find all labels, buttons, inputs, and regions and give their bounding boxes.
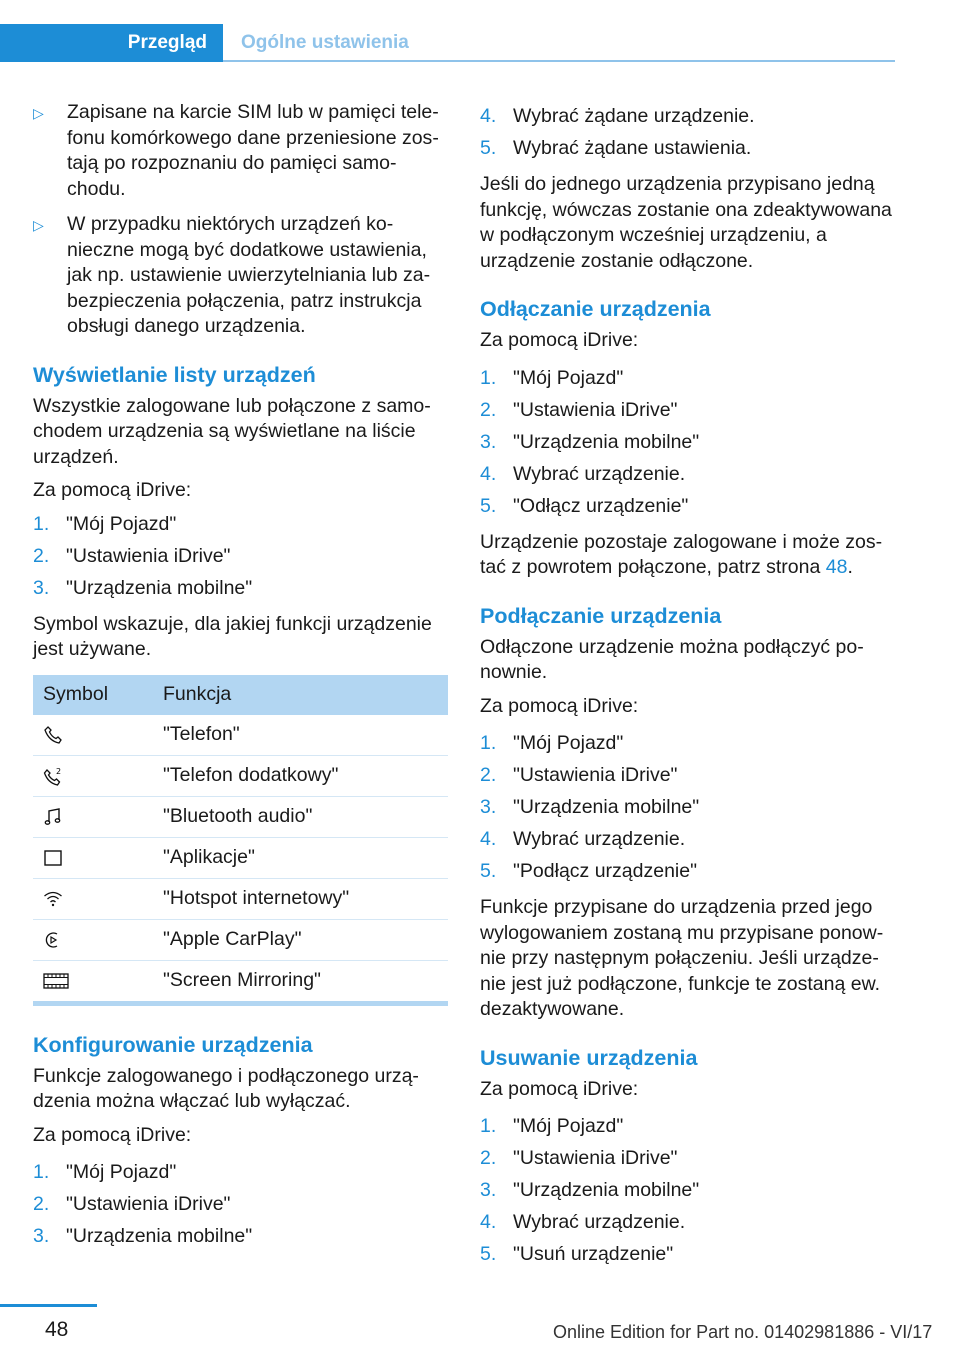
step-text: "Ustawienia iDrive"	[513, 764, 678, 786]
step-text: "Urządzenia mobilne"	[66, 576, 253, 599]
steps-list	[480, 731, 895, 891]
step-number: 4.	[480, 828, 497, 850]
section-heading-podlaczanie: Podłączanie urządzenia	[480, 603, 722, 628]
list-item	[480, 366, 895, 398]
step-text: "Ustawienia iDrive"	[513, 1147, 678, 1169]
step-number: 4.	[480, 1211, 497, 1233]
step-text: Wybrać urządzenie.	[513, 1211, 686, 1233]
right-column	[480, 104, 895, 1278]
paragraph: Za pomocą iDrive:	[33, 479, 192, 501]
paragraph: Odłączone urządzenie można podłączyć ponownie.	[480, 635, 864, 683]
table-header-row	[33, 675, 448, 715]
list-item	[480, 494, 895, 526]
section-heading-konfigurowanie: Konfigurowanie urządzenia	[33, 1032, 313, 1057]
carplay-icon	[43, 930, 63, 950]
list-item	[480, 827, 895, 859]
step-number: 4.	[480, 105, 497, 127]
svg-text:2: 2	[56, 766, 62, 776]
step-text: "Ustawienia iDrive"	[66, 544, 231, 567]
edition-note: Online Edition for Part no. 01402981886 - VI/17	[553, 1322, 933, 1342]
step-text: "Mój Pojazd"	[513, 366, 624, 389]
wifi-hotspot-icon	[43, 889, 63, 909]
step-number: 2.	[480, 398, 497, 421]
paragraph: Jeśli do jednego urządzenia przypisano jedną funkcję, wówczas zostanie ona zdeaktywowana w podłączonym wcześniej urządzeniu, a urządzenie zostanie odłączone.	[480, 173, 892, 272]
list-item	[480, 1210, 895, 1242]
header-divider	[223, 60, 895, 62]
step-text: "Mój Pojazd"	[513, 732, 624, 754]
paragraph: Za pomocą iDrive:	[33, 1123, 192, 1146]
bullet-item	[33, 100, 448, 202]
step-number: 2.	[33, 544, 50, 567]
step-number: 1.	[33, 512, 50, 535]
bullet-text: W przypadku niektórych urządzeń konieczne mogą być dodatkowe ustawienia, jak np. ustawienie uwierzytelniania lub zabezpieczenia połączenia, patrz instrukcja obsługi danego urządzenia.	[67, 213, 431, 337]
list-item	[33, 1160, 448, 1192]
step-text: "Urządzenia mobilne"	[513, 1179, 700, 1201]
section-heading-usuwanie: Usuwanie urządzenia	[480, 1045, 698, 1070]
step-text: "Mój Pojazd"	[513, 1115, 624, 1137]
step-text: "Mój Pojazd"	[66, 512, 177, 535]
step-text: Wybrać urządzenie.	[513, 828, 686, 850]
bullet-text: Zapisane na karcie SIM lub w pamięci telefonu komórkowego dane przeniesione zostają po rozpoznaniu do pamięci samochodu.	[67, 101, 439, 200]
step-number: 1.	[480, 1115, 497, 1137]
list-item	[33, 1224, 448, 1256]
list-item	[480, 104, 895, 136]
table-row	[33, 837, 448, 878]
step-number: 5.	[480, 494, 497, 517]
apps-square-icon	[43, 848, 63, 868]
table-cell: "Telefon"	[163, 715, 448, 756]
list-item	[33, 512, 448, 544]
table-row	[33, 715, 448, 756]
phone-2-icon	[43, 766, 63, 786]
table-row	[33, 919, 448, 960]
step-text: "Podłącz urządzenie"	[513, 860, 698, 882]
symbol-table	[33, 675, 448, 1006]
step-text: Wybrać urządzenie.	[513, 462, 686, 485]
list-item	[480, 462, 895, 494]
paragraph: Funkcje przypisane do urządzenia przed jego wylogowaniem zostaną mu przypisane ponownie przy następnym połączeniu. Jeśli urządzenie jest już podłączone, funkcje te zostaną ew. dezaktywowane.	[480, 896, 884, 1020]
step-number: 5.	[480, 1243, 497, 1265]
list-item	[33, 544, 448, 576]
step-text: "Urządzenia mobilne"	[513, 796, 700, 818]
bullet-item	[33, 212, 448, 340]
paragraph-text: Urządzenie pozostaje zalogowane i może zostać z powrotem połączone, patrz strona	[480, 530, 883, 578]
steps-list	[480, 366, 895, 526]
triangle-bullet-icon: ▷	[33, 217, 44, 233]
paragraph: Za pomocą iDrive:	[480, 694, 639, 717]
step-number: 3.	[480, 1179, 497, 1201]
step-text: "Ustawienia iDrive"	[66, 1193, 231, 1215]
list-item	[480, 430, 895, 462]
list-item	[480, 136, 895, 168]
column-header-symbol: Symbol	[43, 682, 109, 705]
table-cell: "Apple CarPlay"	[163, 919, 448, 960]
page-header	[0, 0, 895, 62]
list-item	[480, 398, 895, 430]
table-row	[33, 796, 448, 837]
step-text: "Urządzenia mobilne"	[66, 1225, 253, 1247]
table-cell: "Telefon dodatkowy"	[163, 755, 448, 796]
section-heading-lista: Wyświetlanie listy urządzeń	[33, 362, 316, 387]
step-number: 1.	[480, 732, 497, 754]
list-item	[480, 1114, 895, 1146]
table-cell: "Screen Mirroring"	[163, 960, 448, 1003]
step-number: 3.	[480, 430, 497, 453]
list-item	[480, 859, 895, 891]
steps-list	[33, 1160, 448, 1256]
music-note-icon	[43, 807, 63, 827]
column-header-funkcja: Funkcja	[163, 682, 232, 705]
section-heading-odlaczanie: Odłączanie urządzenia	[480, 297, 711, 321]
list-item	[33, 1192, 448, 1224]
step-number: 5.	[480, 860, 497, 882]
paragraph: Za pomocą iDrive:	[480, 329, 639, 351]
paragraph	[480, 530, 895, 581]
paragraph: Za pomocą iDrive:	[480, 1077, 639, 1100]
table-cell: "Aplikacje"	[163, 837, 448, 878]
triangle-bullet-icon: ▷	[33, 105, 44, 121]
table-row	[33, 878, 448, 919]
step-number: 2.	[480, 1147, 497, 1169]
step-number: 4.	[480, 462, 497, 485]
paragraph-text: .	[847, 556, 853, 578]
steps-list	[480, 104, 895, 168]
step-number: 1.	[33, 1161, 50, 1183]
list-item	[480, 1146, 895, 1178]
screen-mirroring-icon	[43, 971, 69, 991]
list-item	[33, 576, 448, 608]
steps-list	[33, 512, 448, 608]
step-number: 3.	[33, 576, 50, 599]
paragraph: Wszystkie zalogowane lub połączone z samochodem urządzenia są wyświetlane na liście urządzeń.	[33, 394, 431, 468]
step-text: "Ustawienia iDrive"	[513, 398, 678, 421]
step-text: "Usuń urządzenie"	[513, 1243, 674, 1265]
step-text: "Urządzenia mobilne"	[513, 430, 700, 453]
list-item	[480, 763, 895, 795]
steps-list	[480, 1114, 895, 1274]
table-cell: "Hotspot internetowy"	[163, 878, 448, 919]
step-number: 2.	[480, 764, 497, 786]
tab-przeglad[interactable]: Przegląd	[0, 24, 223, 62]
list-item	[480, 795, 895, 827]
tab-ogolne-ustawienia[interactable]: Ogólne ustawienia	[241, 32, 409, 53]
step-number: 1.	[480, 366, 497, 389]
step-text: Wybrać żądane ustawienia.	[513, 137, 752, 159]
list-item	[480, 1178, 895, 1210]
list-item	[480, 1242, 895, 1274]
phone-icon	[43, 725, 63, 745]
step-text: "Odłącz urządzenie"	[513, 494, 689, 517]
footer-divider	[0, 1304, 97, 1307]
page-link[interactable]: 48	[825, 556, 848, 578]
step-number: 3.	[480, 796, 497, 818]
table-cell: "Bluetooth audio"	[163, 796, 448, 837]
list-item	[480, 731, 895, 763]
paragraph: Symbol wskazuje, dla jakiej funkcji urządzenie jest używane.	[33, 612, 432, 660]
step-number: 3.	[33, 1225, 50, 1247]
table-row	[33, 960, 448, 1003]
step-number: 5.	[480, 137, 497, 159]
table-row	[33, 755, 448, 796]
step-number: 2.	[33, 1193, 50, 1215]
left-column	[33, 100, 448, 1260]
paragraph: Funkcje zalogowanego i podłączonego urządzenia można włączać lub wyłączać.	[33, 1064, 419, 1112]
step-text: Wybrać żądane urządzenie.	[513, 105, 755, 127]
page-number: 48	[45, 1318, 69, 1341]
step-text: "Mój Pojazd"	[66, 1161, 177, 1183]
